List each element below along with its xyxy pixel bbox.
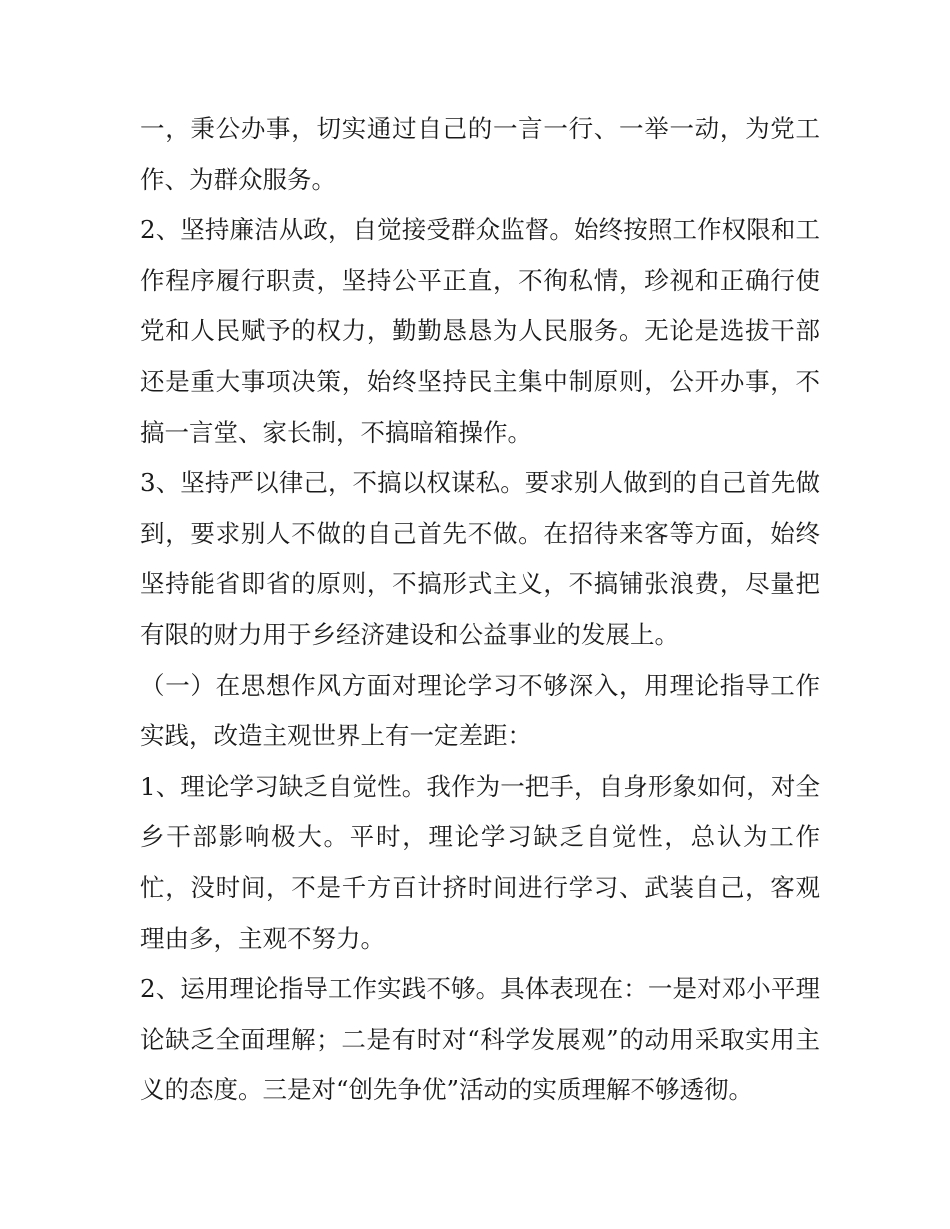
paragraph-clean-governance: 2、坚持廉洁从政，自觉接受群众监督。始终按照工作权限和工作程序履行职责，坚持公平正直，不徇私情，珍视和正确行使党和人民赋予的权力，勤勤恳恳为人民服务。无论是选拔干部还是重大事项决策，始终坚持民主集中制原则，公开办事，不搞一言堂、家长制，不搞暗箱操作。 [140, 215, 820, 447]
paragraph-theory-study: 1、理论学习缺乏自觉性。我作为一把手，自身形象如何，对全乡干部影响极大。平时，理论学习缺乏自觉性，总认为工作忙，没时间，不是千方百计挤时间进行学习、武装自己，客观理由多，主观不努力。 [140, 771, 820, 953]
paragraph-section-heading-ideology: （一）在思想作风方面对理论学习不够深入，用理论指导工作实践，改造主观世界上有一定差距： [140, 670, 820, 751]
paragraph-self-discipline: 3、坚持严以律己，不搞以权谋私。要求别人做到的自己首先做到，要求别人不做的自己首先不做。在招待来客等方面，始终坚持能省即省的原则，不搞形式主义，不搞铺张浪费，尽量把有限的财力用于乡经济建设和公益事业的发展上。 [140, 468, 820, 649]
document-body [140, 104, 820, 1116]
paragraph-impartial-conduct: 一，秉公办事，切实通过自己的一言一行、一举一动，为党工作、为群众服务。 [140, 114, 820, 194]
paragraph-theory-practice: 2、运用理论指导工作实践不够。具体表现在：一是对邓小平理论缺乏全面理解；二是有时对“科学发展观”的动用采取实用主义的态度。三是对“创先争优”活动的实质理解不够透彻。 [140, 974, 820, 1105]
